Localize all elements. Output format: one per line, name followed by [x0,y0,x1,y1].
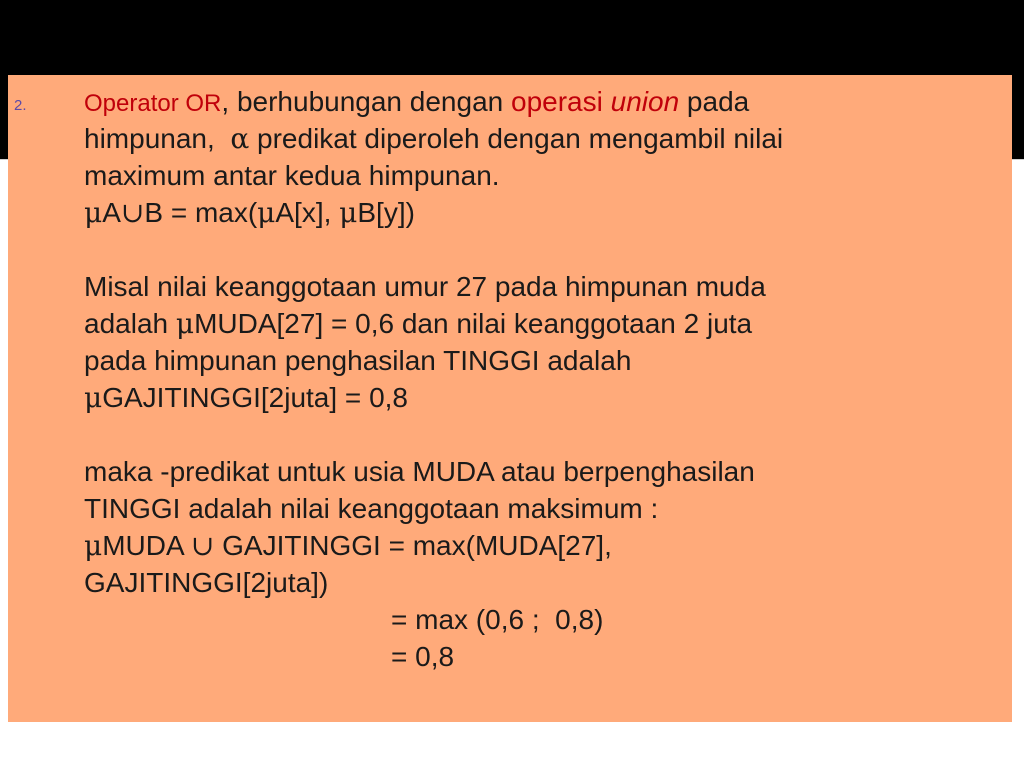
list-number: 2. [14,97,27,114]
conclusion-line-3 [84,527,999,564]
definition-text: , berhubungan dengan [221,86,511,117]
union-symbol: ∪ [120,196,145,229]
definition-text: himpunan, [84,123,231,154]
mu-symbol: μ [257,196,276,229]
mu-symbol: μ [84,529,103,562]
example-text: MUDA[27] = 0,6 dan nilai keanggotaan 2 juta [194,308,753,339]
definition-line-2 [84,120,999,157]
result-line-1: = max (0,6 ; 0,8) [391,604,604,635]
definition-text: predikat diperoleh dengan mengambil nilai [249,123,784,154]
operasi-highlight: operasi [511,86,603,117]
spacer [84,231,999,268]
union-symbol: ∪ [190,529,215,562]
definition-text: pada [679,86,750,117]
formula-text: B = max( [144,197,258,228]
conclusion-line-2: TINGGI adalah nilai keanggotaan maksimum : [84,493,659,524]
definition-line-3: maximum antar kedua himpunan. [84,160,500,191]
slide-content-box [8,75,1012,722]
example-line-3: pada himpunan penghasilan TINGGI adalah [84,345,632,376]
conclusion-text: MUDA [102,530,191,561]
spacer [84,416,999,453]
formula-text: A[x], [275,197,340,228]
example-line-1: Misal nilai keanggotaan umur 27 pada himpunan muda [84,271,766,302]
alpha-symbol: α [230,122,250,155]
slide-text-block [84,83,999,675]
example-line-2 [84,305,999,342]
space-text [603,86,611,117]
conclusion-line-4: GAJITINGGI[2juta]) [84,567,329,598]
mu-symbol: μ [84,196,103,229]
example-text: adalah [84,308,176,339]
mu-symbol: μ [339,196,358,229]
definition-line-1 [84,83,999,120]
result-line-2: = 0,8 [391,641,455,672]
formula-text: B[y]) [357,197,415,228]
formula-line [84,194,999,231]
union-highlight: union [610,86,680,117]
right-margin-strip [1012,160,1024,768]
mu-symbol: μ [84,381,103,414]
operator-or-label: Operator OR [84,90,222,117]
conclusion-line-1: maka -predikat untuk usia MUDA atau berpenghasilan [84,456,755,487]
example-line-4 [84,379,999,416]
mu-symbol: μ [175,307,195,340]
conclusion-text: GAJITINGGI = max(MUDA[27], [214,530,612,561]
example-text: GAJITINGGI[2juta] = 0,8 [102,382,408,413]
formula-text: A [102,197,121,228]
